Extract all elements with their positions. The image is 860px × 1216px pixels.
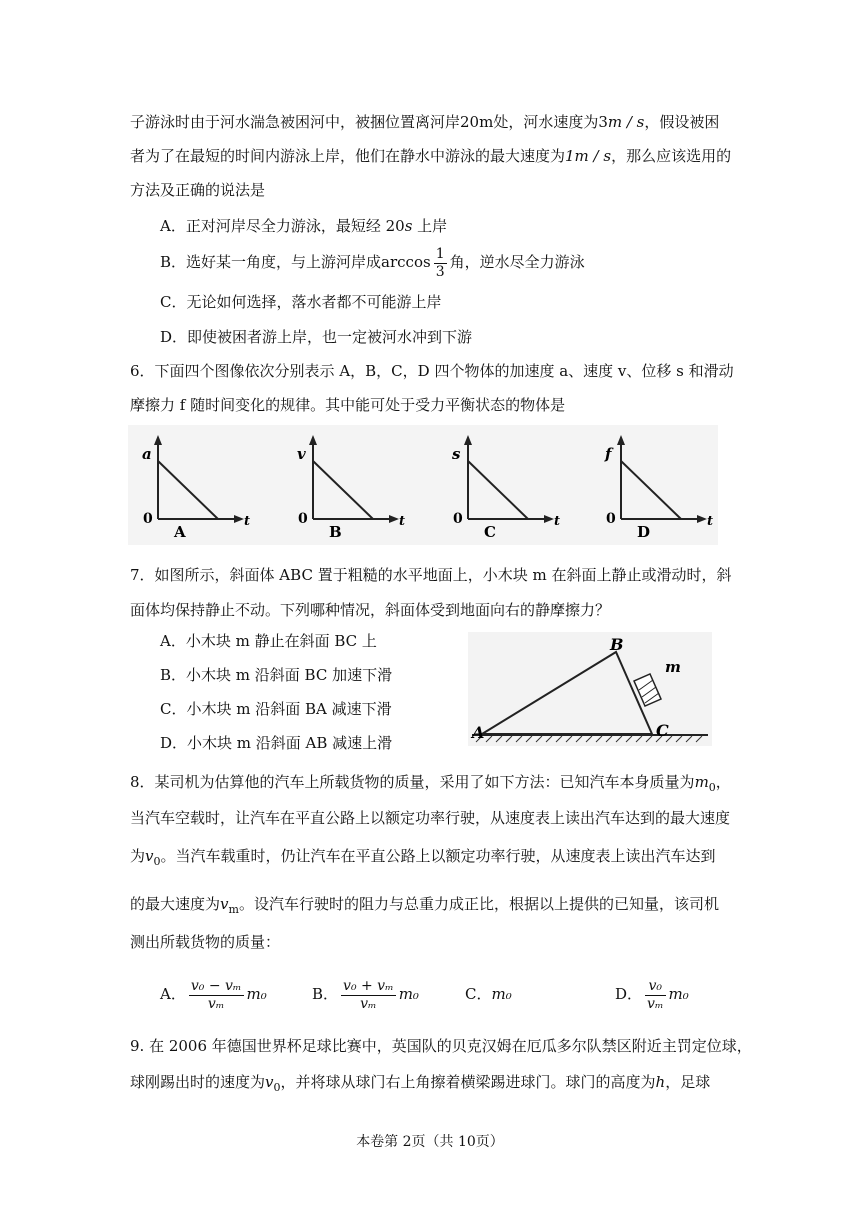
x-axis-label: t xyxy=(707,514,714,529)
graph-name-label: A xyxy=(174,523,186,541)
q6-line2: 摩擦力 f 随时间变化的规律。其中能可处于受力平衡状态的物体是 xyxy=(130,396,566,414)
x-axis-label: t xyxy=(554,514,561,529)
origin-label: 0 xyxy=(143,511,153,527)
q7-option-a: A．小木块 m 静止在斜面 BC 上 xyxy=(160,632,377,650)
q7-option-c: C．小木块 m 沿斜面 BA 减速下滑 xyxy=(160,700,392,718)
q7-incline-figure xyxy=(468,632,712,746)
q8-option-d: D． $\frac{\text{v₀}}{\text{vₘ}}$ m₀ xyxy=(615,977,689,1012)
q8-option-b-fraction: $\frac{\text{v₀ + vₘ}}{\text{vₘ}}$ xyxy=(343,977,394,1012)
q7-line2: 面体均保持静止不动。下列哪种情况，斜面体受到地面向右的静摩擦力？ xyxy=(130,601,611,619)
q8-option-d-fraction: $\frac{\text{v₀}}{\text{vₘ}}$ xyxy=(647,977,664,1012)
q8-line2: 当汽车空载时，让汽车在平直公路上以额定功率行驶，从速度表上读出汽车达到的最大速度 xyxy=(130,809,731,827)
q5-line1: 子游泳时由于河水湍急被困河中，被捆位置离河岸20m处，河水速度为3m / s，假设被困 xyxy=(130,113,720,131)
x-axis-label: t xyxy=(399,514,406,529)
q8-option-c: C．m₀ xyxy=(465,985,512,1003)
origin-label: 0 xyxy=(606,511,616,527)
graph-name-label: C xyxy=(484,523,496,541)
q8-option-a-fraction: $\frac{\text{v₀ − vₘ}}{\text{vₘ}}$ xyxy=(190,977,242,1012)
q8-line4: 的最大速度为$v_m$。设汽车行驶时的阻力与总重力成正比，根据以上提供的已知量，该司机 xyxy=(130,895,719,916)
q8-option-a: A． $\frac{\text{v₀ − vₘ}}{\text{vₘ}}$ m₀ xyxy=(160,977,267,1012)
q5-option-b: B．选好某一角度，与上游河岸成arccos $\frac{1}{3}$ 角，逆水尽全力游泳 xyxy=(160,245,585,280)
q6-graphs-background xyxy=(128,425,718,545)
origin-label: 0 xyxy=(298,511,308,527)
origin-label: 0 xyxy=(453,511,463,527)
vertex-b-label: B xyxy=(610,635,624,654)
q7-line1: 7．如图所示，斜面体 ABC 置于粗糙的水平地面上，小木块 m 在斜面上静止或滑动时，斜 xyxy=(130,566,732,584)
q8-line1: 8．某司机为估算他的汽车上所载货物的质量，采用了如下方法：已知汽车本身质量为$m_0$， xyxy=(130,773,731,794)
q5-line2: 者为了在最短的时间内游泳上岸，他们在静水中游泳的最大速度为1m / s，那么应该选用的 xyxy=(130,147,732,165)
q9-line2: 球刚踢出时的速度为$v_0$，并将球从球门右上角擦着横梁踢进球门。球门的高度为h，足球 xyxy=(130,1073,711,1094)
y-axis-label: f xyxy=(605,445,612,463)
q5-option-d: D．即使被困者游上岸，也一定被河水冲到下游 xyxy=(160,328,473,346)
y-axis-label: s xyxy=(452,445,461,463)
q9-line1: 9. 在 2006 年德国世界杯足球比赛中，英国队的贝克汉姆在厄瓜多尔队禁区附近主罚定位球， xyxy=(130,1037,752,1055)
x-axis-label: t xyxy=(244,514,251,529)
q6-line1: 6．下面四个图像依次分别表示 A，B，C，D 四个物体的加速度 a、速度 v、位移 s 和滑动 xyxy=(130,362,734,380)
y-axis-label: a xyxy=(142,445,152,463)
q5-fraction: $\frac{1}{3}$ xyxy=(435,245,445,280)
q8-line5: 测出所载货物的质量： xyxy=(130,933,281,951)
q8-line3: 为$v_0$。当汽车载重时，仍让汽车在平直公路上以额定功率行驶，从速度表上读出汽车达到 xyxy=(130,847,716,868)
page-footer: 本卷第 2页（共 10页） xyxy=(356,1134,504,1150)
graph-name-label: B xyxy=(329,523,342,541)
q5-option-a: A．正对河岸尽全力游泳，最短经 20s 上岸 xyxy=(160,217,448,235)
q8-option-b: B． $\frac{\text{v₀ + vₘ}}{\text{vₘ}}$ m₀ xyxy=(312,977,419,1012)
block-m-label: m xyxy=(665,658,681,676)
q5-line3: 方法及正确的说法是 xyxy=(130,181,266,199)
graph-name-label: D xyxy=(637,523,651,541)
vertex-c-label: C xyxy=(656,721,669,740)
y-axis-label: v xyxy=(297,445,306,463)
incline-figure-background xyxy=(468,632,712,746)
q5-option-c: C．无论如何选择，落水者都不可能游上岸 xyxy=(160,293,442,311)
q7-option-d: D．小木块 m 沿斜面 AB 减速上滑 xyxy=(160,734,393,752)
vertex-a-label: A xyxy=(472,723,485,742)
q7-option-b: B．小木块 m 沿斜面 BC 加速下滑 xyxy=(160,666,393,684)
q6-graphs xyxy=(128,425,718,545)
